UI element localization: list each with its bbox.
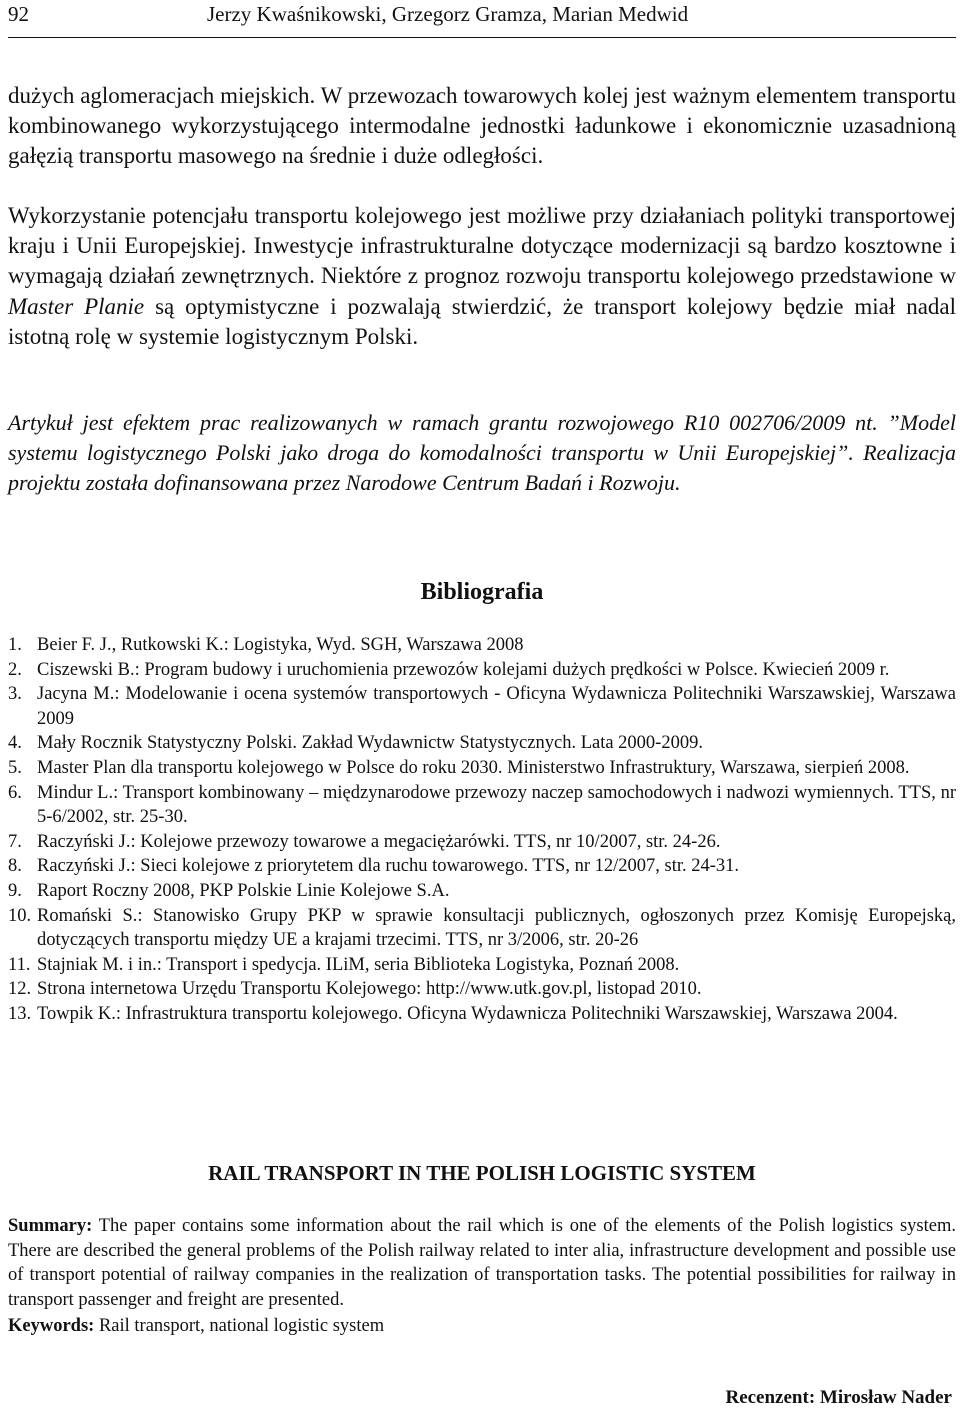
bibliography-item [8, 904, 956, 953]
item-text: Strona internetowa Urzędu Transportu Kolejowego: http://www.utk.gov.pl, listopad 2010. [37, 979, 702, 1000]
bibliography-item [8, 854, 956, 879]
item-number: 4. [8, 733, 22, 754]
item-text: Ciszewski B.: Program budowy i uruchomienia przewozów kolejami dużych prędkości w Polsce. Kwiecień 2009 r. [37, 659, 890, 680]
item-number: 11. [8, 954, 31, 975]
paragraph-text: dużych aglomeracjach miejskich. W przewozach towarowych kolej jest ważnym elementem transportu kombinowanego wykorzystującego intermodalne jednostki ładunkowe i ekonomicznie uzasadnioną gałęzią transportu masowego na średnie i duże odległości. [8, 83, 956, 169]
item-number: 2. [8, 659, 22, 680]
summary-text: The paper contains some information about the rail which is one of the elements of the Polish logistics system. There are described the general problems of the Polish railway related to inter alia, infrastructure development and possible use of transport potential of railway companies in the realization of transportation tasks. The potential possibilities for railway in transport passenger and freight are presented. [8, 1216, 956, 1310]
item-number: 6. [8, 782, 22, 803]
bibliography-item [8, 953, 956, 978]
summary-label: Summary: [8, 1216, 93, 1236]
item-text: Jacyna M.: Modelowanie i ocena systemów transportowych - Oficyna Wydawnicza Politechniki Warszawskiej, Warszawa 2009 [37, 684, 956, 729]
item-number: 1. [8, 635, 22, 655]
english-summary [8, 1214, 956, 1312]
item-number: 13. [8, 1003, 32, 1024]
item-text: Stajniak M. i in.: Transport i spedycja. ILiM, seria Biblioteka Logistyka, Poznań 2008. [37, 954, 680, 975]
bibliography-title: Bibliografia [420, 579, 544, 605]
item-number: 12. [8, 979, 32, 1000]
item-number: 9. [8, 880, 22, 901]
bibliography-item [8, 879, 956, 904]
header-authors: Jerzy Kwaśnikowski, Grzegorz Gramza, Marian Medwid [207, 2, 689, 26]
item-number: 7. [8, 831, 22, 852]
item-text: Raport Roczny 2008, PKP Polskie Linie Kolejowe S.A. [37, 880, 450, 901]
bibliography-item [8, 682, 956, 731]
paragraph-text-part: Wykorzystanie potencjału transportu kolejowego jest możliwe przy działaniach polityki transportowej kraju i Unii Europejskiej. Inwestycje infrastrukturalne dotyczące modernizacji są bardzo kosztowne i wymagają działań zewnętrznych. Niektóre z prognoz rozwoju transportu kolejowego przedstawione w [8, 203, 956, 289]
item-text: Mały Rocznik Statystyczny Polski. Zakład Wydawnictw Statystycznych. Lata 2000-2009. [37, 733, 703, 754]
acknowledgement-note: Artykuł jest efektem prac realizowanych w ramach grantu rozwojowego R10 002706/2009 nt. ”Model systemu logistycznego Polski jako droga do komodalności transportu w Unii Europejskiej”. Realizacja projektu została dofinansowana przez Narodowe Centrum Badań i Rozwoju. [8, 410, 956, 495]
item-number: 8. [8, 856, 22, 877]
keywords-label: Keywords: [8, 1316, 95, 1336]
bibliography-item [8, 781, 956, 830]
running-header [8, 0, 956, 38]
item-text: Towpik K.: Infrastruktura transportu kolejowego. Oficyna Wydawnicza Politechniki Warszawskiej, Warszawa 2004. [37, 1003, 898, 1024]
item-number: 3. [8, 684, 22, 705]
item-text: Raczyński J.: Kolejowe przewozy towarowe a megaciężarówki. TTS, nr 10/2007, str. 24-26. [37, 831, 721, 852]
item-text: Romański S.: Stanowisko Grupy PKP w sprawie konsultacji publicznych, ogłoszonych przez Komisję Europejską, dotyczących transportu między UE a krajami trzecimi. TTS, nr 3/2006, str. 20-26 [37, 905, 956, 951]
paragraph-italic-term: Master Planie [8, 293, 145, 319]
page-number: 92 [8, 2, 29, 26]
body-paragraph-1 [8, 81, 956, 172]
bibliography-item [8, 731, 956, 756]
item-text: Mindur L.: Transport kombinowany – międzynarodowe przewozy naczep samochodowych i nadwozi wymiennych. TTS, nr 5-6/2002, str. 25-30. [37, 782, 956, 828]
body-paragraph-2 [8, 201, 956, 352]
english-title: RAIL TRANSPORT IN THE POLISH LOGISTIC SYSTEM [208, 1161, 756, 1185]
item-text: Master Plan dla transportu kolejowego w Polsce do roku 2030. Ministerstwo Infrastruktury, Warszawa, sierpień 2008. [37, 757, 910, 778]
reviewer-credit: Recenzent: Mirosław Nader [725, 1387, 952, 1408]
paragraph-text [8, 201, 956, 352]
bibliography-list [8, 633, 956, 1027]
english-keywords [8, 1314, 956, 1339]
item-number: 10. [8, 905, 32, 926]
bibliography-item [8, 1002, 956, 1027]
paragraph-text-part: są optymistyczne i pozwalają stwierdzić, że transport kolejowy będzie miał nadal istotną rolę w systemie logistycznym Polski. [8, 293, 957, 349]
item-number: 5. [8, 757, 22, 778]
bibliography-item [8, 977, 956, 1002]
item-text: Raczyński J.: Sieci kolejowe z priorytetem dla ruchu towarowego. TTS, nr 12/2007, str. 24-31. [37, 856, 740, 877]
bibliography-item [8, 658, 956, 683]
keywords-text: Rail transport, national logistic system [94, 1316, 385, 1336]
bibliography-item [8, 756, 956, 781]
item-text: Beier F. J., Rutkowski K.: Logistyka, Wyd. SGH, Warszawa 2008 [37, 635, 524, 655]
bibliography-item [8, 633, 956, 658]
bibliography-item [8, 830, 956, 855]
